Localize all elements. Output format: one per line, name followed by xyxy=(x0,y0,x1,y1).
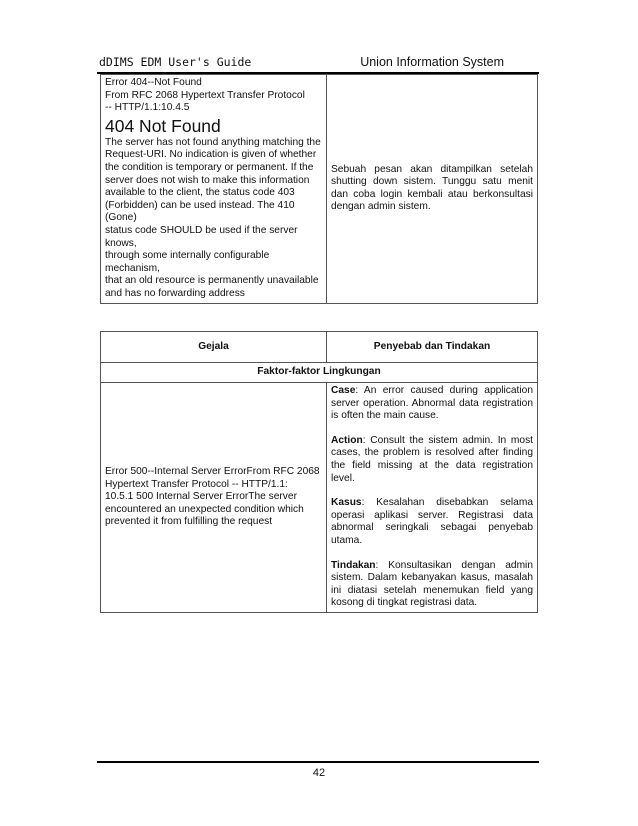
error-404-description-cell: Sebuah pesan akan ditampilkan setelah shutting down sistem. Tunggu satu menit dan coba login kembali atau berkonsultasi dengan admin sistem. xyxy=(327,75,538,304)
error-line: available to the client, the status code 403 xyxy=(105,187,295,199)
kasus-paragraph xyxy=(331,497,533,547)
page-number: 42 xyxy=(312,767,326,779)
error-line: server does not wish to make this information xyxy=(105,174,310,186)
action-paragraph xyxy=(331,435,533,485)
error-line: Error 404--Not Found xyxy=(105,77,202,88)
error-line: that an old resource is permanently unavailable xyxy=(105,275,319,287)
section-title: Faktor-faktor Lingkungan xyxy=(101,363,538,383)
header-doc-title: dDIMS EDM User's Guide xyxy=(99,55,252,69)
symptom-line: 10.5.1 500 Internal Server ErrorThe server xyxy=(105,491,297,503)
symptom-cell xyxy=(101,383,327,613)
error-line: (Forbidden) can be used instead. The 410 xyxy=(105,199,295,211)
symptom-line: Error 500--Internal Server ErrorFrom RFC 2068 xyxy=(105,465,320,477)
footer-rule xyxy=(97,761,539,763)
kasus-label: Kasus xyxy=(331,497,362,509)
column-header-gejala: Gejala xyxy=(101,332,327,363)
tindakan-text: : Konsultasikan dengan admin sistem. Dalam kebanyakan kasus, masalah ini diatasi setelah menemukan field yang kosong di tingkat registrasi data. xyxy=(331,559,533,609)
error-404-message-cell xyxy=(101,75,327,304)
section-row xyxy=(101,363,538,383)
error-line: From RFC 2068 Hypertext Transfer Protocol xyxy=(105,89,305,101)
tindakan-label: Tindakan xyxy=(331,559,376,571)
table-row xyxy=(101,383,538,613)
error-line: and has no forwarding address xyxy=(105,287,245,299)
table-header-row xyxy=(101,332,538,363)
error-line: Request-URI. No indication is given of whether xyxy=(105,149,317,161)
kasus-text: : Kesalahan disebabkan selama operasi aplikasi server. Registrasi data abnormal seringkali sebagai penyebab utama. xyxy=(331,497,533,546)
case-text: : An error caused during application server operation. Abnormal data registration is often the main cause. xyxy=(331,385,533,422)
symptom-line: prevented it from fulfilling the request xyxy=(105,516,273,528)
error-line: (Gone) xyxy=(105,212,137,224)
symptom-line: encountered an unexpected condition which xyxy=(105,503,304,515)
column-header-penyebab: Penyebab dan Tindakan xyxy=(327,332,538,363)
header-company: Union Information System xyxy=(360,55,504,69)
tindakan-paragraph xyxy=(331,560,533,610)
case-label: Case xyxy=(331,385,356,396)
troubleshooting-table xyxy=(100,331,538,613)
error-404-table xyxy=(100,74,538,304)
error-line: the condition is temporary or permanent. If the xyxy=(105,161,314,173)
error-line: through some internally configurable mechanism, xyxy=(105,250,270,274)
error-404-title: 404 Not Found xyxy=(105,115,221,136)
error-line: knows, xyxy=(105,237,137,249)
error-line: -- HTTP/1.1:10.4.5 xyxy=(105,102,190,114)
case-paragraph xyxy=(331,385,533,423)
error-line: The server has not found anything matching the xyxy=(105,136,321,148)
table-row xyxy=(101,75,538,304)
error-line: status code SHOULD be used if the server xyxy=(105,224,298,236)
action-label: Action xyxy=(331,434,363,446)
symptom-line: Hypertext Transfer Protocol -- HTTP/1.1: xyxy=(105,478,288,490)
action-text: : Consult the sistem admin. In most cases, the problem is resolved after finding the field missing at the data registration level. xyxy=(331,434,533,484)
cause-action-cell xyxy=(327,383,538,613)
